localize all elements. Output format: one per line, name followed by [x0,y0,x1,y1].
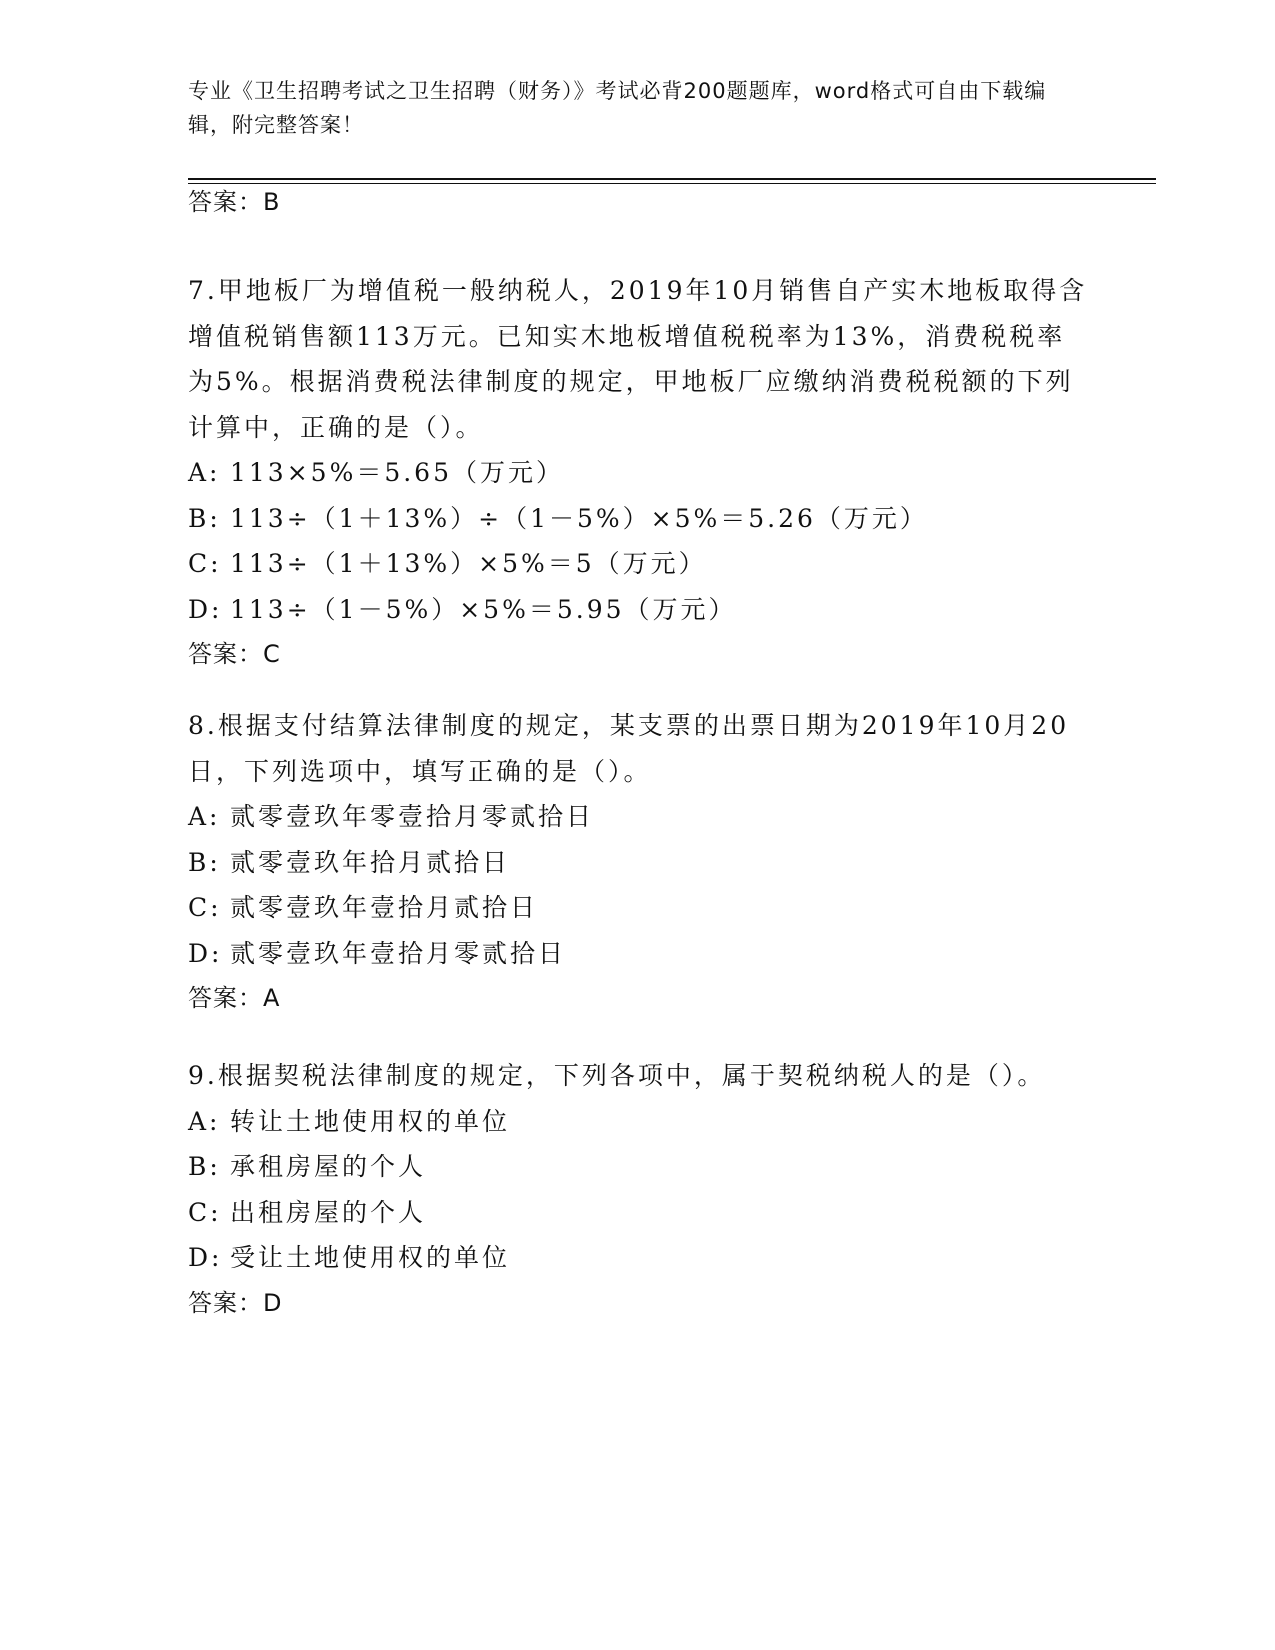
option-b [188,496,1088,542]
option-a [188,1099,1088,1145]
option-a [188,794,1088,840]
option-letter: C: [188,549,222,578]
previous-question-answer: 答案：B [188,188,281,216]
question-7 [188,268,1088,678]
answer-line: 答案：A [188,984,281,1012]
option-d [188,1235,1088,1281]
question-stem: 7.甲地板厂为增值税一般纳税人，2019年10月销售自产实木地板取得含增值税销售额113万元。已知实木地板增值税税率为13%，消费税税率为5%。根据消费税法律制度的规定，甲地板厂应缴纳消费税税额的下列计算中，正确的是（）。 [188,276,1088,442]
option-letter: C: [188,893,222,922]
option-letter: A: [188,1106,221,1136]
option-letter: D: [188,938,223,968]
option-text: 贰零壹玖年零壹拾月零贰拾日 [230,802,595,831]
header-note: 专业《卫生招聘考试之卫生招聘（财务）》考试必背200题题库，word格式可自由下载编辑，附完整答案！ [188,79,1047,137]
option-text: 113÷（1＋13%）÷（1－5%）×5%＝5.26（万元） [230,503,928,533]
option-text: 113÷（1＋13%）×5%＝5（万元） [230,549,707,578]
option-b [188,1144,1088,1190]
option-letter: C: [188,1197,222,1227]
option-text: 出租房屋的个人 [230,1197,427,1227]
question-8 [188,703,1088,1022]
option-letter: D: [188,1243,223,1272]
option-c [188,541,1088,587]
option-list [188,794,1088,976]
option-letter: B: [188,847,221,877]
option-c [188,885,1088,931]
option-text: 转让土地使用权的单位 [230,1106,511,1136]
option-c [188,1190,1088,1236]
option-letter: A: [188,802,221,831]
option-text: 贰零壹玖年拾月贰拾日 [230,847,511,877]
question-stem: 8.根据支付结算法律制度的规定，某支票的出票日期为2019年10月20日，下列选项中，填写正确的是（）。 [188,711,1070,786]
option-list [188,1099,1088,1281]
header-divider-thick [188,178,1156,180]
option-list [188,450,1088,632]
option-text: 贰零壹玖年壹拾月贰拾日 [230,893,539,922]
option-letter: D: [188,594,223,624]
option-letter: A: [188,458,221,487]
question-9 [188,1053,1088,1326]
option-b [188,840,1088,886]
answer-line: 答案：D [188,1288,283,1317]
answer-line: 答案：C [188,640,281,668]
option-letter: B: [188,503,221,533]
header-divider-thin [188,183,1156,184]
option-text: 贰零壹玖年壹拾月零贰拾日 [230,938,567,968]
option-a [188,450,1088,496]
option-text: 受让土地使用权的单位 [230,1243,511,1272]
option-text: 113÷（1－5%）×5%＝5.95（万元） [230,594,737,624]
option-d [188,587,1088,633]
question-stem: 9.根据契税法律制度的规定，下列各项中，属于契税纳税人的是（）。 [188,1061,1046,1090]
option-text: 承租房屋的个人 [230,1152,427,1181]
option-text: 113×5%＝5.65（万元） [230,458,564,487]
option-d [188,931,1088,977]
option-letter: B: [188,1152,221,1181]
